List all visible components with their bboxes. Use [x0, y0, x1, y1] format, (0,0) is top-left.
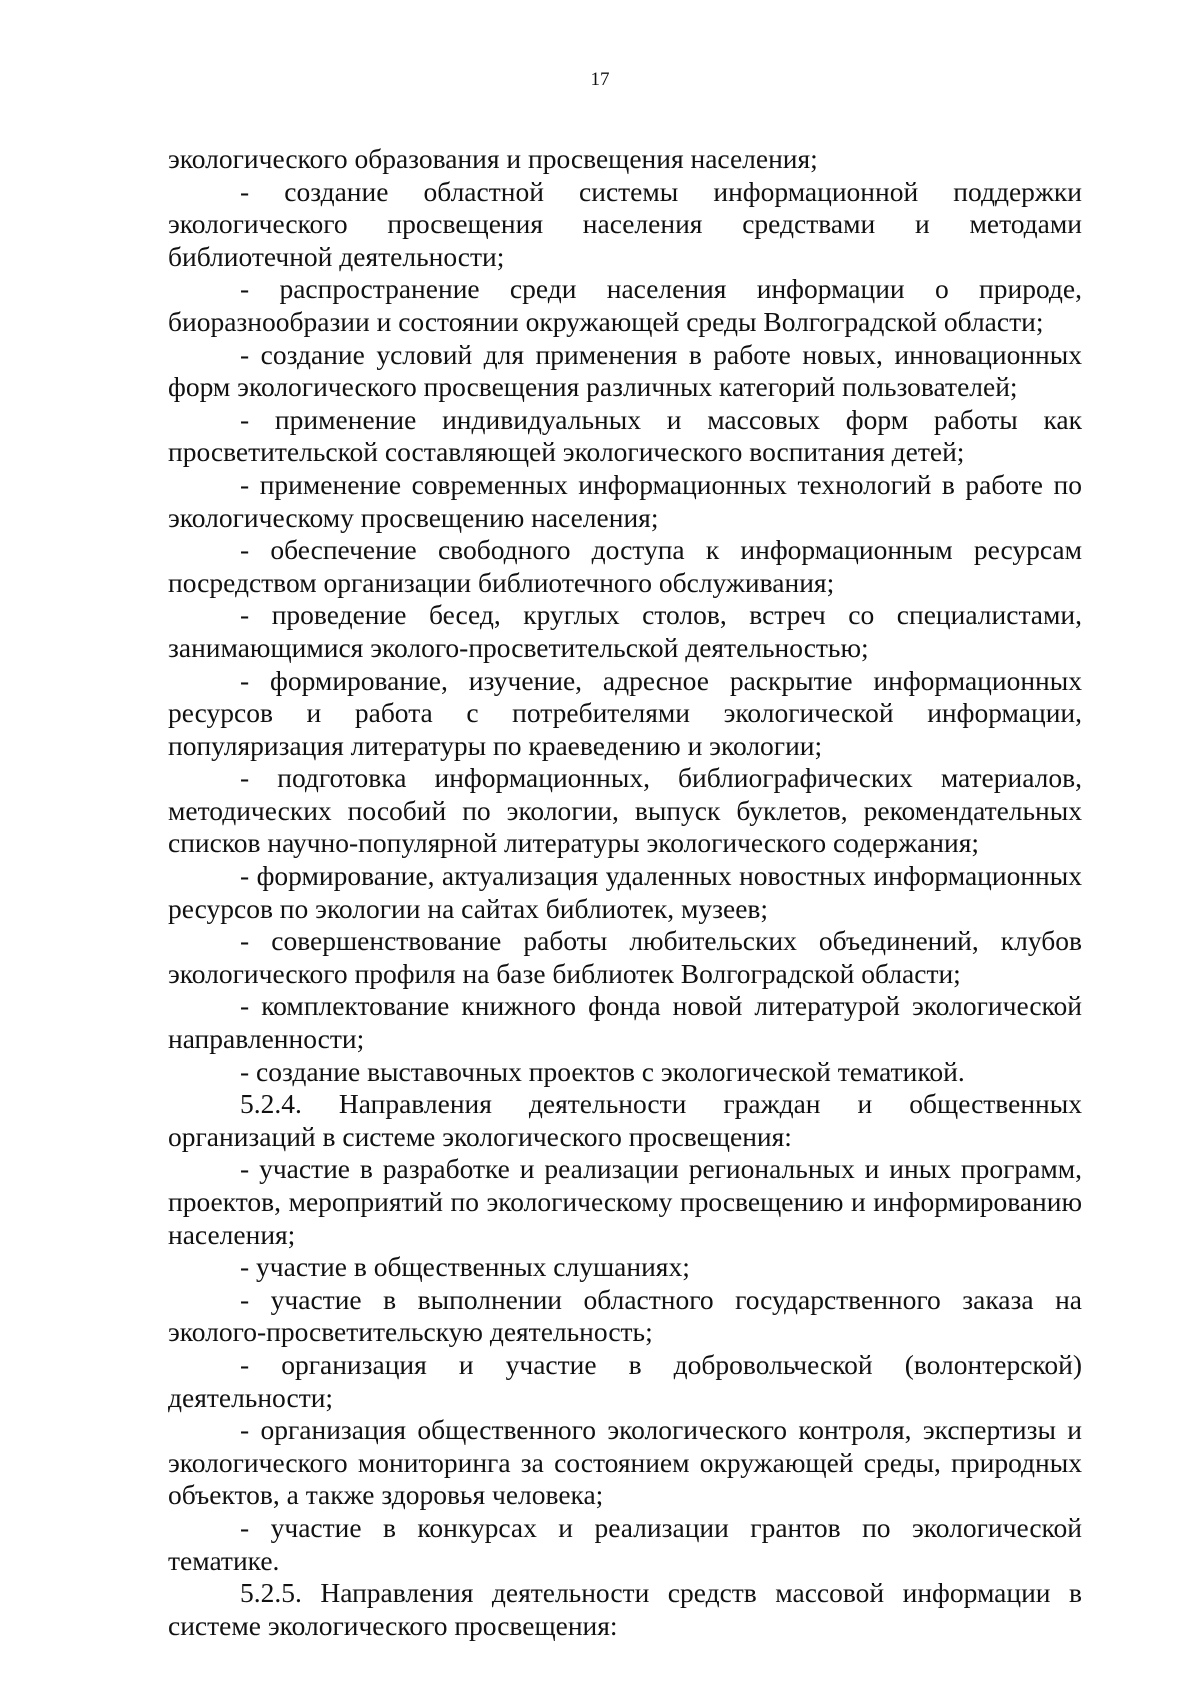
paragraph-it-technologies: - применение современных информационных технологий в работе по экологическому просвещению населения;: [168, 468, 1082, 533]
body-text: [168, 143, 1082, 1642]
paragraph-info-resources: - формирование, изучение, адресное раскрытие информационных ресурсов и работа с потребителями экологической информации, популяризация литературы по краеведению и экологии;: [168, 664, 1082, 761]
paragraph-programs-participation: - участие в разработке и реализации региональных и иных программ, проектов, мероприятий по экологическому просвещению и информированию населения;: [168, 1153, 1082, 1250]
paragraph-news-resources: - формирование, актуализация удаленных новостных информационных ресурсов по экологии на сайтах библиотек, музеев;: [168, 860, 1082, 924]
paragraph-book-fund: - комплектование книжного фонда новой литературой экологической направленности;: [168, 990, 1082, 1055]
section-5-2-5-heading: 5.2.5. Направления деятельности средств массовой информации в системе экологического просвещения:: [168, 1577, 1082, 1641]
paragraph-grants: - участие в конкурсах и реализации грантов по экологической тематике.: [168, 1511, 1082, 1576]
paragraph-materials-preparation: - подготовка информационных, библиографических материалов, методических пособий по экологии, выпуск буклетов, рекомендательных списков научно-популярной литературы экологического содержания;: [168, 762, 1082, 859]
paragraph-continuation: экологического образования и просвещения населения;: [168, 143, 818, 174]
paragraph-round-tables: - проведение бесед, круглых столов, встреч со специалистами, занимающимися эколого-просветительской деятельностью;: [168, 599, 1082, 663]
paragraph-free-access: - обеспечение свободного доступа к информационным ресурсам посредством организации библиотечного обслуживания;: [168, 534, 1082, 598]
paragraph-regional-info-system: - создание областной системы информационной поддержки экологического просвещения населения средствами и методами библиотечной деятельности;: [168, 175, 1082, 272]
page-number: 17: [590, 69, 610, 90]
paragraph-state-order: - участие в выполнении областного государственного заказа на эколого-просветительскую деятельность;: [168, 1283, 1082, 1348]
paragraph-info-dissemination: - распространение среди населения информации о природе, биоразнообразии и состоянии окружающей среды Волгоградской области;: [168, 273, 1082, 337]
paragraph-volunteering: - организация и участие в добровольческой (волонтерской) деятельности;: [168, 1348, 1082, 1413]
section-5-2-4-heading: 5.2.4. Направления деятельности граждан и общественных организаций в системе экологического просвещения:: [168, 1088, 1082, 1152]
paragraph-public-hearings: - участие в общественных слушаниях;: [240, 1251, 690, 1283]
paragraph-exhibitions: - создание выставочных проектов с экологической тематикой.: [240, 1055, 965, 1087]
paragraph-innovative-forms: - создание условий для применения в работе новых, инновационных форм экологического просвещения различных категорий пользователей;: [168, 338, 1082, 403]
paragraph-individual-mass-forms: - применение индивидуальных и массовых форм работы как просветительской составляющей экологического воспитания детей;: [168, 403, 1082, 468]
paragraph-clubs: - совершенствование работы любительских объединений, клубов экологического профиля на базе библиотек Волгоградской области;: [168, 925, 1082, 989]
paragraph-public-control: - организация общественного экологического контроля, экспертизы и экологического мониторинга за состоянием окружающей среды, природных объектов, а также здоровья человека;: [168, 1414, 1082, 1511]
